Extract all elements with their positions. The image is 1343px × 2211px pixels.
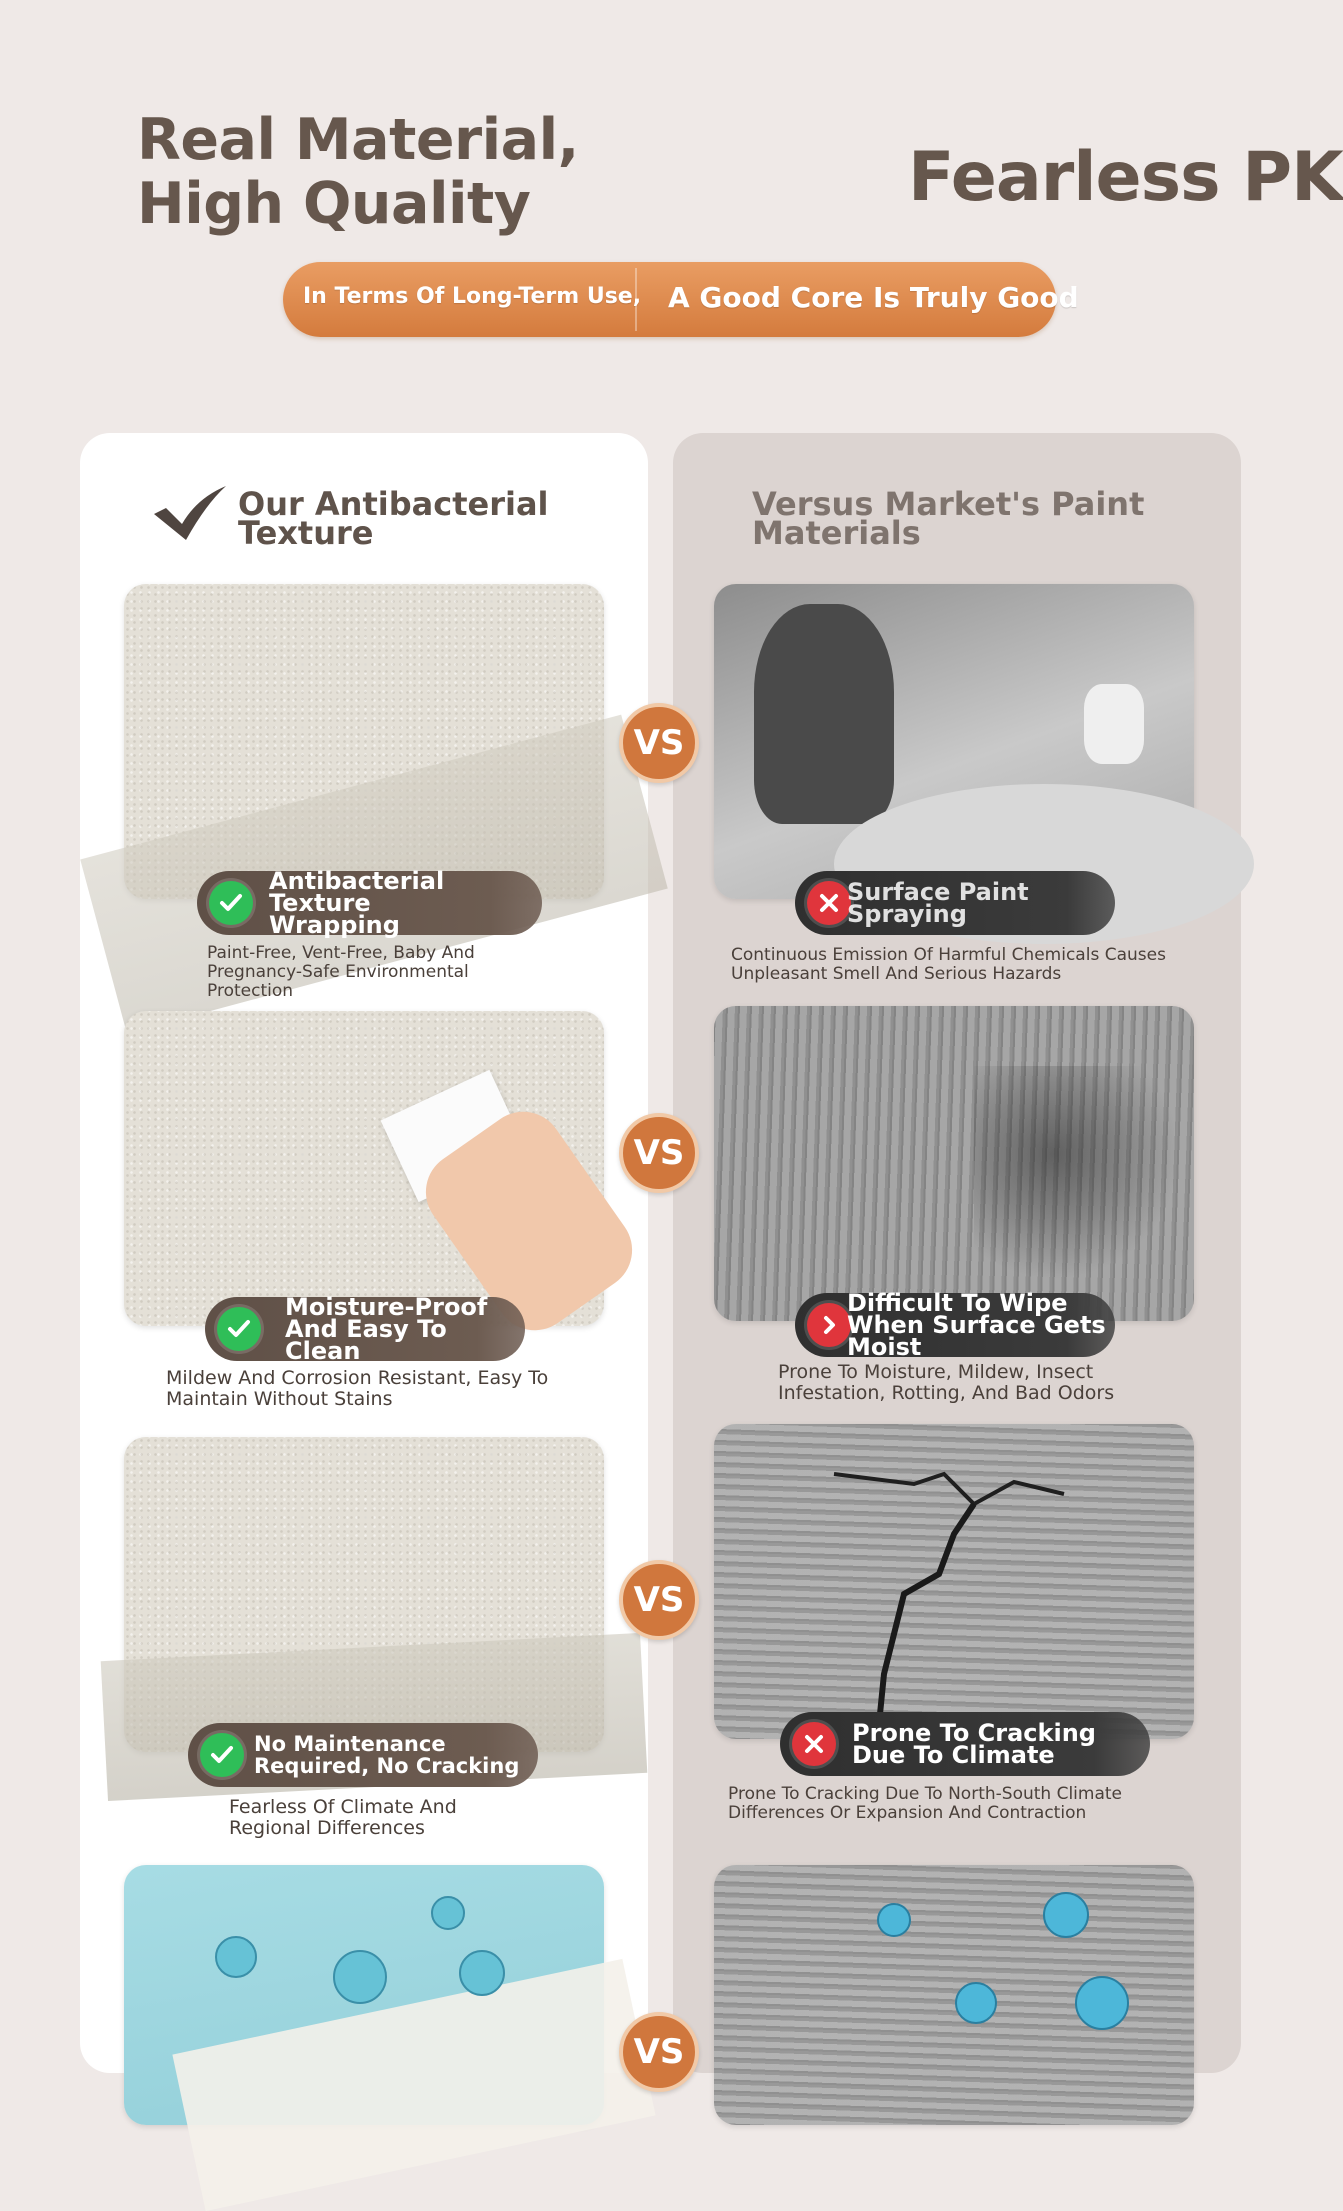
cracked-wood-image	[714, 1424, 1194, 1739]
our-panel-heading: Our Antibacterial Texture	[238, 485, 549, 552]
paint-spraying-image	[714, 584, 1194, 899]
badge-surface-paint-spraying	[795, 871, 1115, 935]
slogan-banner	[283, 262, 1079, 337]
x-circle-icon	[807, 881, 851, 925]
moldy-wood-image	[714, 1006, 1194, 1321]
no-cracking-image	[124, 1437, 604, 1752]
badge-label: No Maintenance Required, No Cracking	[254, 1732, 520, 1778]
page-title-right: Fearless PK	[908, 138, 1343, 217]
banner-right-text: A Good Core Is Truly Good	[668, 281, 1079, 314]
badge-no-maintenance	[188, 1723, 538, 1787]
row1-left-description: Paint-Free, Vent-Free, Baby And Pregnancy-Safe Environmental Protection	[207, 943, 475, 1001]
badge-moisture-proof	[205, 1293, 525, 1365]
vs-badge: VS	[619, 2012, 699, 2092]
badge-difficult-to-wipe	[795, 1289, 1115, 1361]
badge-label: Antibacterial Texture Wrapping	[269, 867, 445, 939]
badge-label: Surface Paint Spraying	[847, 878, 1029, 928]
vs-badge: VS	[619, 1560, 699, 1640]
check-circle-icon	[217, 1307, 261, 1351]
page-title-left: Real Material, High Quality	[137, 107, 579, 237]
badge-label: Difficult To Wipe When Surface Gets Moist	[847, 1289, 1106, 1361]
badge-antibacterial-texture	[197, 867, 542, 939]
badge-label: Moisture-Proof And Easy To Clean	[285, 1293, 488, 1365]
checkmark-icon	[152, 484, 228, 546]
row3-right-description: Prone To Cracking Due To North-South Climate Differences Or Expansion And Contraction	[728, 1784, 1123, 1823]
moisture-proof-image	[124, 1011, 604, 1326]
germ-icon	[124, 1865, 604, 2065]
badge-label: Prone To Cracking Due To Climate	[852, 1719, 1096, 1769]
badge-prone-to-cracking	[780, 1712, 1150, 1776]
bacteria-wood-image	[714, 1865, 1194, 2125]
row3-left-description: Fearless Of Climate And Regional Differences	[229, 1796, 457, 1839]
banner-divider	[635, 268, 637, 331]
market-panel-heading: Versus Market's Paint Materials	[752, 485, 1145, 552]
vs-badge: VS	[619, 1113, 699, 1193]
row1-right-description: Continuous Emission Of Harmful Chemicals Causes Unpleasant Smell And Serious Hazards	[731, 945, 1166, 984]
row2-right-description: Prone To Moisture, Mildew, Insect Infestation, Rotting, And Bad Odors	[778, 1361, 1115, 1404]
x-circle-icon	[792, 1722, 836, 1766]
check-circle-icon	[200, 1733, 244, 1777]
antibacterial-teal-image	[124, 1865, 604, 2125]
banner-left-text: In Terms Of Long-Term Use,	[303, 284, 642, 309]
antibacterial-texture-image	[124, 584, 604, 899]
x-circle-icon	[807, 1303, 851, 1347]
germ-icon	[714, 1865, 1194, 2065]
check-circle-icon	[209, 881, 253, 925]
row2-left-description: Mildew And Corrosion Resistant, Easy To Maintain Without Stains	[166, 1367, 549, 1410]
vs-badge: VS	[619, 703, 699, 783]
